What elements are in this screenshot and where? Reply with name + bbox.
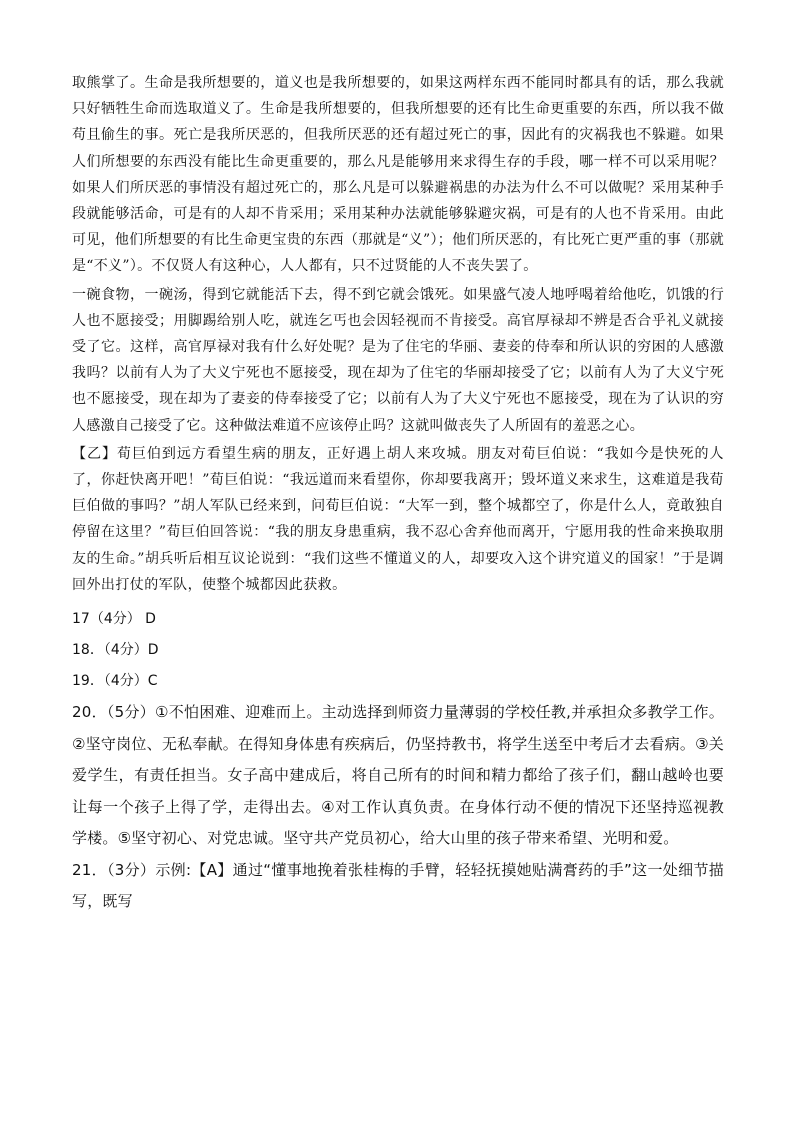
document-body <box>72 70 724 918</box>
answer-17: 17（4分） D <box>72 611 156 628</box>
answer-18: 18．（4分）D <box>72 642 159 659</box>
translation-paragraph-yi: 【乙】荀巨伯到远方看望生病的朋友，正好遇上胡人来攻城。朋友对荀巨伯说：“我如今是快死的人了，你赶快离开吧！”荀巨伯说：“我远道而来看望你，你却要我离开；毁坏道义来求生，这难道是我荀巨伯做的事吗？”胡人军队已经来到，问荀巨伯说：“大军一到，整个城都空了，你是什么人，竟敢独自停留在这里？”荀巨伯回答说：“我的朋友身患重病，我不忍心舍弃他而离开，宁愿用我的性命来换取朋友的生命。”胡兵听后相互议论说到：“我们这些不懂道义的人，却要攻入这个讲究道义的国家！”于是调回外出打仗的军队，使整个城都因此获救。 <box>72 445 724 593</box>
translation-paragraph-2: 一碗食物，一碗汤，得到它就能活下去，得不到它就会饿死。如果盛气凌人地呼喝着给他吃，饥饿的行人也不愿接受；用脚踢给别人吃，就连乞丐也会因轻视而不肯接受。高官厚禄却不辨是否合乎礼义就接受了它。这样，高官厚禄对我有什么好处呢？是为了住宅的华丽、妻妾的侍奉和所认识的穷困的人感激我吗？以前有人为了大义宁死也不愿接受，现在却为了住宅的华丽却接受了它；以前有人为了大义宁死也不愿接受，现在却为了妻妾的侍奉接受了它；以前有人为了大义宁死也不愿接受，现在为了认识的穷人感激自己接受了它。这种做法难道不应该停止吗？这就叫做丧失了人所固有的羞恶之心。 <box>72 286 724 434</box>
answer-20: 20．（5分）①不怕困难、迎难而上。主动选择到师资力量薄弱的学校任教,并承担众多教学工作。②坚守岗位、无私奉献。在得知身体患有疾病后，仍坚持教书，将学生送至中考后才去看病。③关爱学生，有责任担当。女子高中建成后，将自己所有的时间和精力都给了孩子们，翻山越岭也要让每一个孩子上得了学，走得出去。④对工作认真负责。在身体行动不便的情况下还坚持巡视教学楼。⑤坚守初心、对党忠诚。坚守共产党员初心，给大山里的孩子带来希望、光明和爱。 <box>72 703 724 848</box>
answer-19: 19．（4分）C <box>72 673 158 690</box>
answer-21: 21．（3分）示例:【A】通过“懂事地挽着张桂梅的手臂，轻轻抚摸她贴满膏药的手”这一处细节描写，既写 <box>72 860 724 911</box>
translation-paragraph-1: 取熊掌了。生命是我所想要的，道义也是我所想要的，如果这两样东西不能同时都具有的话，那么我就只好牺牲生命而选取道义了。生命是我所想要的，但我所想要的还有比生命更重要的东西，所以我不做苟且偷生的事。死亡是我所厌恶的，但我所厌恶的还有超过死亡的事，因此有的灾祸我也不躲避。如果人们所想要的东西没有能比生命更重要的，那么凡是能够用来求得生存的手段，哪一样不可以采用呢？如果人们所厌恶的事情没有超过死亡的，那么凡是可以躲避祸患的办法为什么不可以做呢？采用某种手段就能够活命，可是有的人却不肯采用；采用某种办法就能够躲避灾祸，可是有的人也不肯采用。由此可见，他们所想要的有比生命更宝贵的东西（那就是“义”）；他们所厌恶的，有比死亡更严重的事（那就是“不义”）。不仅贤人有这种心，人人都有，只不过贤能的人不丧失罢了。 <box>72 75 724 275</box>
